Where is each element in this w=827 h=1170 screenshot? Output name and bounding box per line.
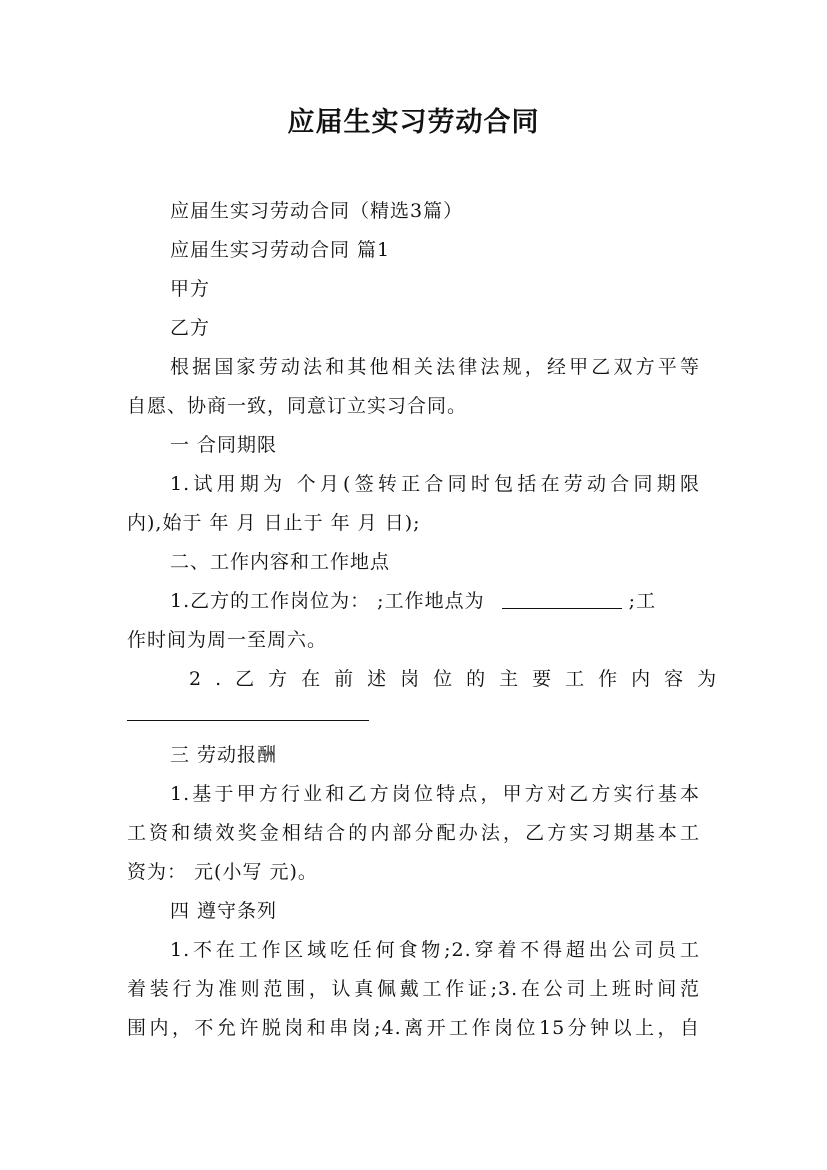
document-title: 应届生实习劳动合同 [287,107,540,138]
paragraph-line: 根据国家劳动法和其他相关法律法规，经甲乙双方平等 [170,356,700,378]
party-a-label: 甲方 [170,278,211,300]
paragraph-line [170,586,656,616]
blank-underline [127,720,369,721]
paragraph-line: 资为： 元(小写 元)。 [127,861,318,883]
blank-underline [502,588,622,609]
clause-heading: 三 劳动报酬 [170,744,278,766]
clause-heading: 四 遵守条列 [170,900,278,922]
paragraph-line: 内),始于 年 月 日止于 年 月 日); [127,512,421,534]
paragraph-line: 工资和绩效奖金相结合的内部分配办法，乙方实习期基本工 [127,822,700,844]
paragraph-line: 1.基于甲方行业和乙方岗位特点，甲方对乙方实行基本 [170,783,700,805]
paragraph-line: 着装行为准则范围，认真佩戴工作证;3.在公司上班时间范 [127,978,700,1000]
job-position-tail: ;工 [628,590,657,612]
paragraph-line: 围内，不允许脱岗和串岗;4.离开工作岗位15分钟以上，自 [127,1017,700,1039]
paragraph-line: 2.乙方在前述岗位的主要工作内容为 [189,668,731,690]
subtitle-line: 应届生实习劳动合同（精选3篇） [170,200,464,222]
paragraph-line: 1.试用期为 个月(签转正合同时包括在劳动合同期限 [170,473,700,495]
clause-heading: 二、工作内容和工作地点 [170,551,391,573]
paragraph-line: 1.不在工作区域吃任何食物;2.穿着不得超出公司员工 [170,939,700,961]
job-position-text: 1.乙方的工作岗位为： ;工作地点为 [170,590,485,612]
clause-heading: 一 合同期限 [170,434,278,456]
party-b-label: 乙方 [170,317,211,339]
section-heading: 应届生实习劳动合同 篇1 [170,239,391,261]
paragraph-line: 作时间为周一至周六。 [127,629,328,651]
paragraph-line: 自愿、协商一致，同意订立实习合同。 [127,395,468,417]
